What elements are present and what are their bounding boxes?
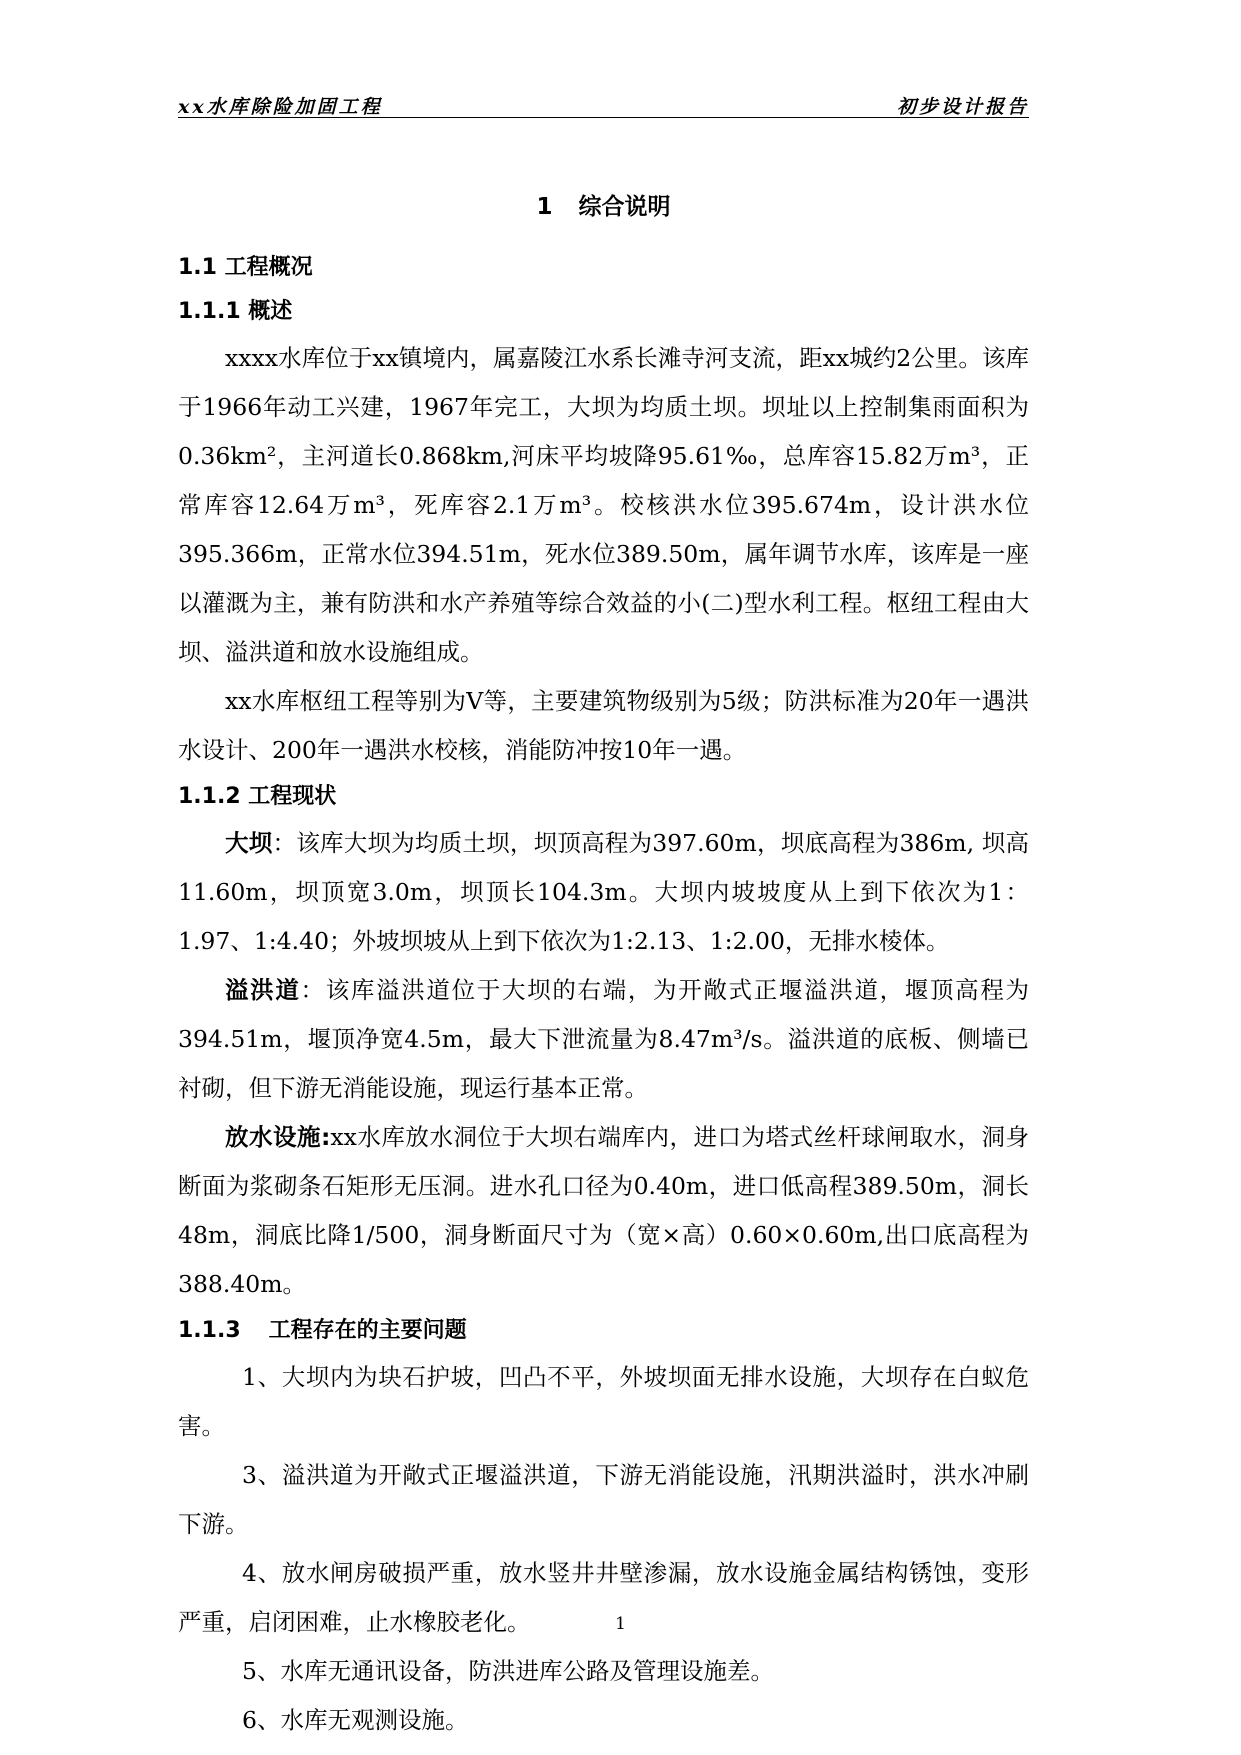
problem-item: 6、水库无观测设施。 (242, 1706, 469, 1734)
dam-text: ：该库大坝为均质土坝，坝顶高程为397.60m，坝底高程为386m, 坝高11.60m，坝顶宽3.0m，坝顶长104.3m。大坝内坡坡度从上到下依次为1： 1.97、1:4.40；外坡坝坡从上到下依次为1:2.13、1:2.00，无排水棱体。 (178, 829, 1030, 955)
page-header (178, 92, 1029, 118)
spillway-text: ：该库溢洪道位于大坝的右端，为开敞式正堰溢洪道，堰顶高程为394.51m，堰顶净宽4.5m，最大下泄流量为8.47m³/s。溢洪道的底板、侧墙已衬砌，但下游无消能设施，现运行基本正常。 (178, 976, 1030, 1102)
paragraph-outlet (178, 1113, 1029, 1309)
problem-item: 3、溢洪道为开敞式正堰溢洪道，下游无消能设施，汛期洪溢时，洪水冲刷下游。 (178, 1461, 1029, 1538)
page-number: 1 (615, 1614, 626, 1634)
section-heading-1-1-2: 1.1.2 工程现状 (178, 784, 337, 809)
section-heading-1-1-3 (178, 1309, 1029, 1353)
paragraph-overview: xxxx水库位于xx镇境内，属嘉陵江水系长滩寺河支流，距xx城约2公里。该库于1966年动工兴建，1967年完工，大坝为均质土坝。坝址以上控制集雨面积为0.36km²，主河道长0.868km,河床平均坡降95.61‰，总库容15.82万m³，正常库容12.64万m³，死库容2.1万m³。校核洪水位395.674m，设计洪水位395.366m，正常水位394.51m，死水位389.50m，属年调节水库，该库是一座以灌溉为主，兼有防洪和水产养殖等综合效益的小(二)型水利工程。枢纽工程由大坝、溢洪道和放水设施组成。 (178, 344, 1029, 666)
section-number-1-1-3: 1.1.3 (178, 1318, 241, 1343)
outlet-text: xx水库放水洞位于大坝右端库内，进口为塔式丝杆球闸取水，洞身断面为浆砌条石矩形无压洞。进水孔口径为0.40m，进口低高程389.50m，洞长48m，洞底比降1/500，洞身断面尺寸为（宽×高）0.60×0.60m,出口底高程为388.40m。 (178, 1123, 1029, 1298)
problem-item: 1、大坝内为块石护坡，凹凸不平，外坡坝面无排水设施，大坝存在白蚁危害。 (178, 1363, 1029, 1440)
spillway-lead: 溢洪道 (225, 976, 301, 1004)
chapter-title (178, 190, 1029, 224)
chapter-number: 1 (536, 194, 553, 220)
section-title-1-1-3: 工程存在的主要问题 (268, 1318, 467, 1343)
section-heading-1-1-1: 1.1.1 概述 (178, 299, 293, 324)
header-project-name: xx水库除险加固工程 (178, 96, 383, 118)
header-rule (178, 117, 1029, 118)
paragraph-dam (178, 819, 1029, 966)
paragraph-grade: xx水库枢纽工程等别为Ⅴ等，主要建筑物级别为5级；防洪标准为20年一遇洪水设计、200年一遇洪水校核，消能防冲按10年一遇。 (178, 687, 1029, 764)
paragraph-spillway (178, 966, 1029, 1113)
header-report-type: 初步设计报告 (896, 96, 1029, 118)
problem-item: 5、水库无通讯设备，防洪进库公路及管理设施差。 (242, 1657, 774, 1685)
dam-lead: 大坝 (225, 829, 273, 857)
document-body (178, 190, 1029, 1745)
chapter-title-text: 综合说明 (578, 194, 671, 220)
section-heading-1-1: 1.1 工程概况 (178, 255, 313, 280)
outlet-lead: 放水设施: (225, 1123, 331, 1151)
problem-item: 4、放水闸房破损严重，放水竖井井壁渗漏，放水设施金属结构锈蚀，变形严重，启闭困难，止水橡胶老化。 (178, 1559, 1029, 1636)
